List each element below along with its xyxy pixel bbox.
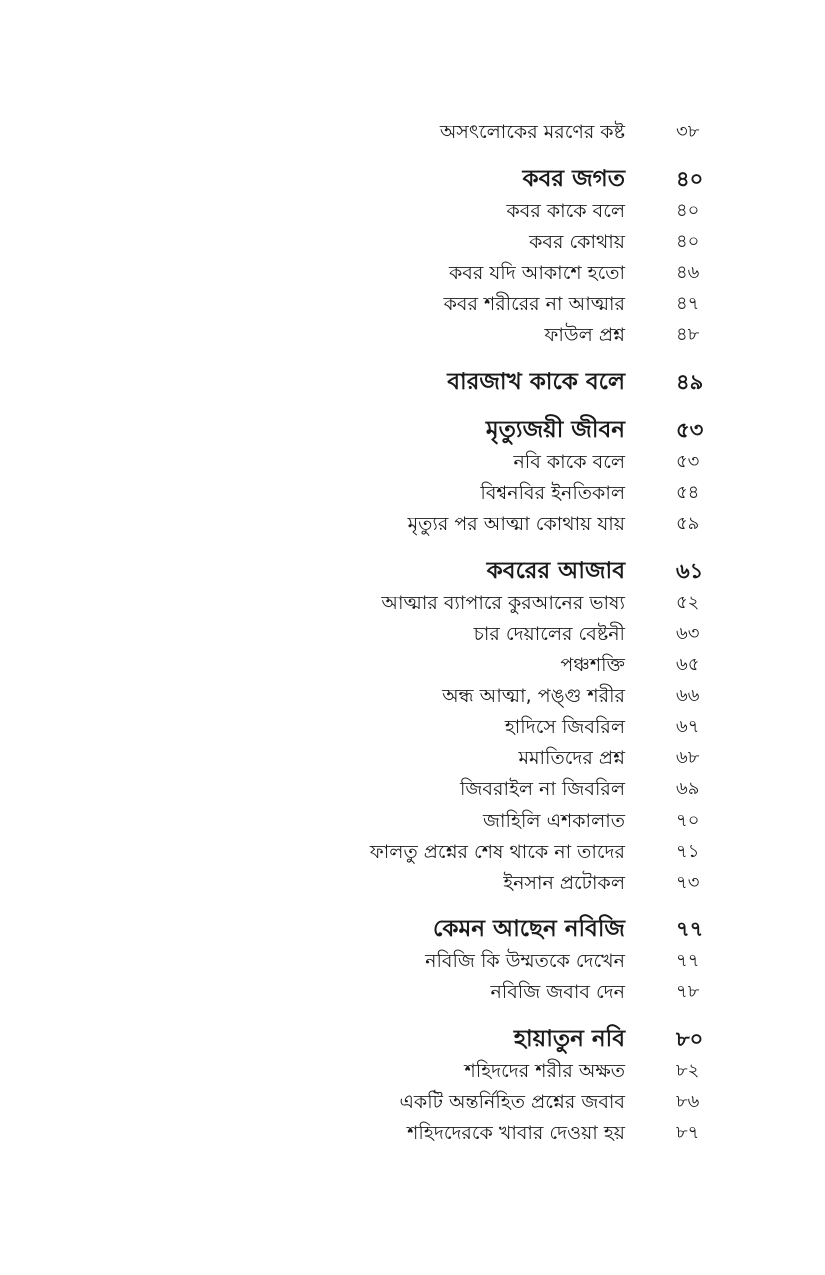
toc-entry-page: ৪৬ [676, 262, 700, 283]
toc-entry-page: ৬৩ [676, 623, 700, 644]
toc-entry-page: ৭৩ [676, 872, 700, 893]
toc-entry-title: জাহিলি এশকালাত [483, 810, 625, 832]
toc-entry [0, 868, 825, 898]
toc-entry-page: ৪০ [676, 231, 700, 252]
toc-section-page: ৪৯ [676, 370, 704, 394]
toc-entry [0, 289, 825, 319]
toc-entry-page: ৪৭ [676, 293, 700, 314]
toc-entry [0, 588, 825, 618]
toc-entry-page: ৮৭ [676, 1122, 700, 1143]
toc-entry [0, 977, 825, 1007]
toc-entry-title: আত্মার ব্যাপারে কুরআনের ভাষ্য [381, 592, 625, 614]
toc-entry-title: নবিজি জবাব দেন [490, 981, 625, 1003]
toc-section-title: কবরের আজাব [486, 558, 625, 584]
toc-section-page: ৬১ [676, 559, 704, 583]
toc-section-page: ৪০ [676, 167, 704, 191]
toc-entry-title: জিবরাইল না জিবরিল [460, 778, 625, 800]
toc-entry-title: নবি কাকে বলে [513, 451, 625, 473]
toc-entry-title: শহিদদের শরীর অক্ষত [464, 1060, 625, 1082]
toc-section-heading [0, 914, 825, 944]
toc-entry-title: কবর শরীরের না আত্মার [443, 293, 625, 315]
toc-entry-title: মৃত্যুর পর আত্মা কোথায় যায় [407, 513, 625, 535]
toc-entry-page: ৬৯ [676, 778, 700, 799]
toc-entry-page: ৩৮ [676, 121, 700, 142]
toc-entry [0, 806, 825, 836]
toc-entry-page: ৭০ [676, 810, 700, 831]
toc-entry [0, 712, 825, 742]
toc-entry-title: হাদিসে জিবরিল [504, 716, 625, 738]
toc-entry-page: ৫৯ [676, 513, 700, 534]
toc-entry-title: অন্ধ আত্মা, পঙ্গু শরীর [442, 685, 625, 707]
toc-entry [0, 650, 825, 680]
toc-section-page: ৭৭ [676, 917, 704, 941]
toc-entry-page: ৪৮ [676, 324, 700, 345]
toc-entry-page: ৭৭ [676, 950, 700, 971]
toc-entry [0, 681, 825, 711]
toc-entry-page: ৬৫ [676, 654, 700, 675]
toc-section-title: মৃত্যুজয়ী জীবন [485, 417, 625, 443]
toc-entry-title: কবর যদি আকাশে হতো [448, 262, 625, 284]
toc-section-title: বারজাখ কাকে বলে [447, 369, 625, 395]
toc-entry-title: চার দেয়ালের বেষ্টনী [473, 623, 625, 645]
toc-section-page: ৮০ [676, 1027, 704, 1051]
toc-entry-title: শহিদদেরকে খাবার দেওয়া হয় [407, 1122, 625, 1144]
toc-section-page: ৫৩ [676, 418, 704, 442]
toc-section-heading [0, 367, 825, 397]
toc-section-heading [0, 164, 825, 194]
toc-entry-page: ৫৪ [676, 482, 700, 503]
toc-entry [0, 258, 825, 288]
toc-entry [0, 196, 825, 226]
toc-entry-page: ৬৭ [676, 716, 700, 737]
toc-entry-page: ৪০ [676, 200, 700, 221]
toc-entry-page: ৮৬ [676, 1091, 700, 1112]
toc-entry-title: বিশ্বনবির ইনতিকাল [480, 482, 625, 504]
toc-entry-title: কবর কোথায় [529, 231, 625, 253]
toc-entry-title: ফাউল প্রশ্ন [544, 324, 625, 346]
toc-entry [0, 743, 825, 773]
toc-entry-title: মমাতিদের প্রশ্ন [518, 747, 625, 769]
toc-entry-page: ৬৬ [676, 685, 700, 706]
toc-section-heading [0, 1024, 825, 1054]
toc-entry [0, 946, 825, 976]
toc-entry [0, 774, 825, 804]
toc-section-title: হায়াতুন নবি [513, 1026, 625, 1052]
toc-entry-title: অসৎলোকের মরণের কষ্ট [439, 121, 625, 143]
toc-entry [0, 837, 825, 867]
toc-entry-page: ৭১ [676, 841, 700, 862]
toc-entry-page: ৭৮ [676, 981, 700, 1002]
toc-section-heading [0, 415, 825, 445]
toc-entry-title: ইনসান প্রটোকল [503, 872, 625, 894]
toc-entry-page: ৮২ [676, 1060, 700, 1081]
toc-entry [0, 1056, 825, 1086]
toc-entry-page: ৬৮ [676, 747, 700, 768]
toc-entry-title: পঞ্চশক্তি [560, 654, 625, 676]
toc-entry [0, 619, 825, 649]
toc-entry-page: ৫৩ [676, 451, 700, 472]
toc-section-title: কবর জগত [522, 166, 625, 192]
toc-entry [0, 478, 825, 508]
toc-entry-title: কবর কাকে বলে [506, 200, 625, 222]
toc-section-title: কেমন আছেন নবিজি [433, 916, 625, 942]
toc-entry [0, 447, 825, 477]
toc-entry-title: একটি অন্তর্নিহিত প্রশ্নের জবাব [399, 1091, 625, 1113]
toc-section-heading [0, 556, 825, 586]
toc-entry [0, 1087, 825, 1117]
toc-entry [0, 227, 825, 257]
toc-entry [0, 320, 825, 350]
toc-entry-title: নবিজি কি উম্মতকে দেখেন [425, 950, 625, 972]
toc-entry [0, 509, 825, 539]
toc-entry-page: ৫২ [676, 592, 700, 613]
toc-entry [0, 1118, 825, 1148]
toc-entry [0, 117, 825, 147]
toc-entry-title: ফালতু প্রশ্নের শেষ থাকে না তাদের [369, 841, 625, 863]
